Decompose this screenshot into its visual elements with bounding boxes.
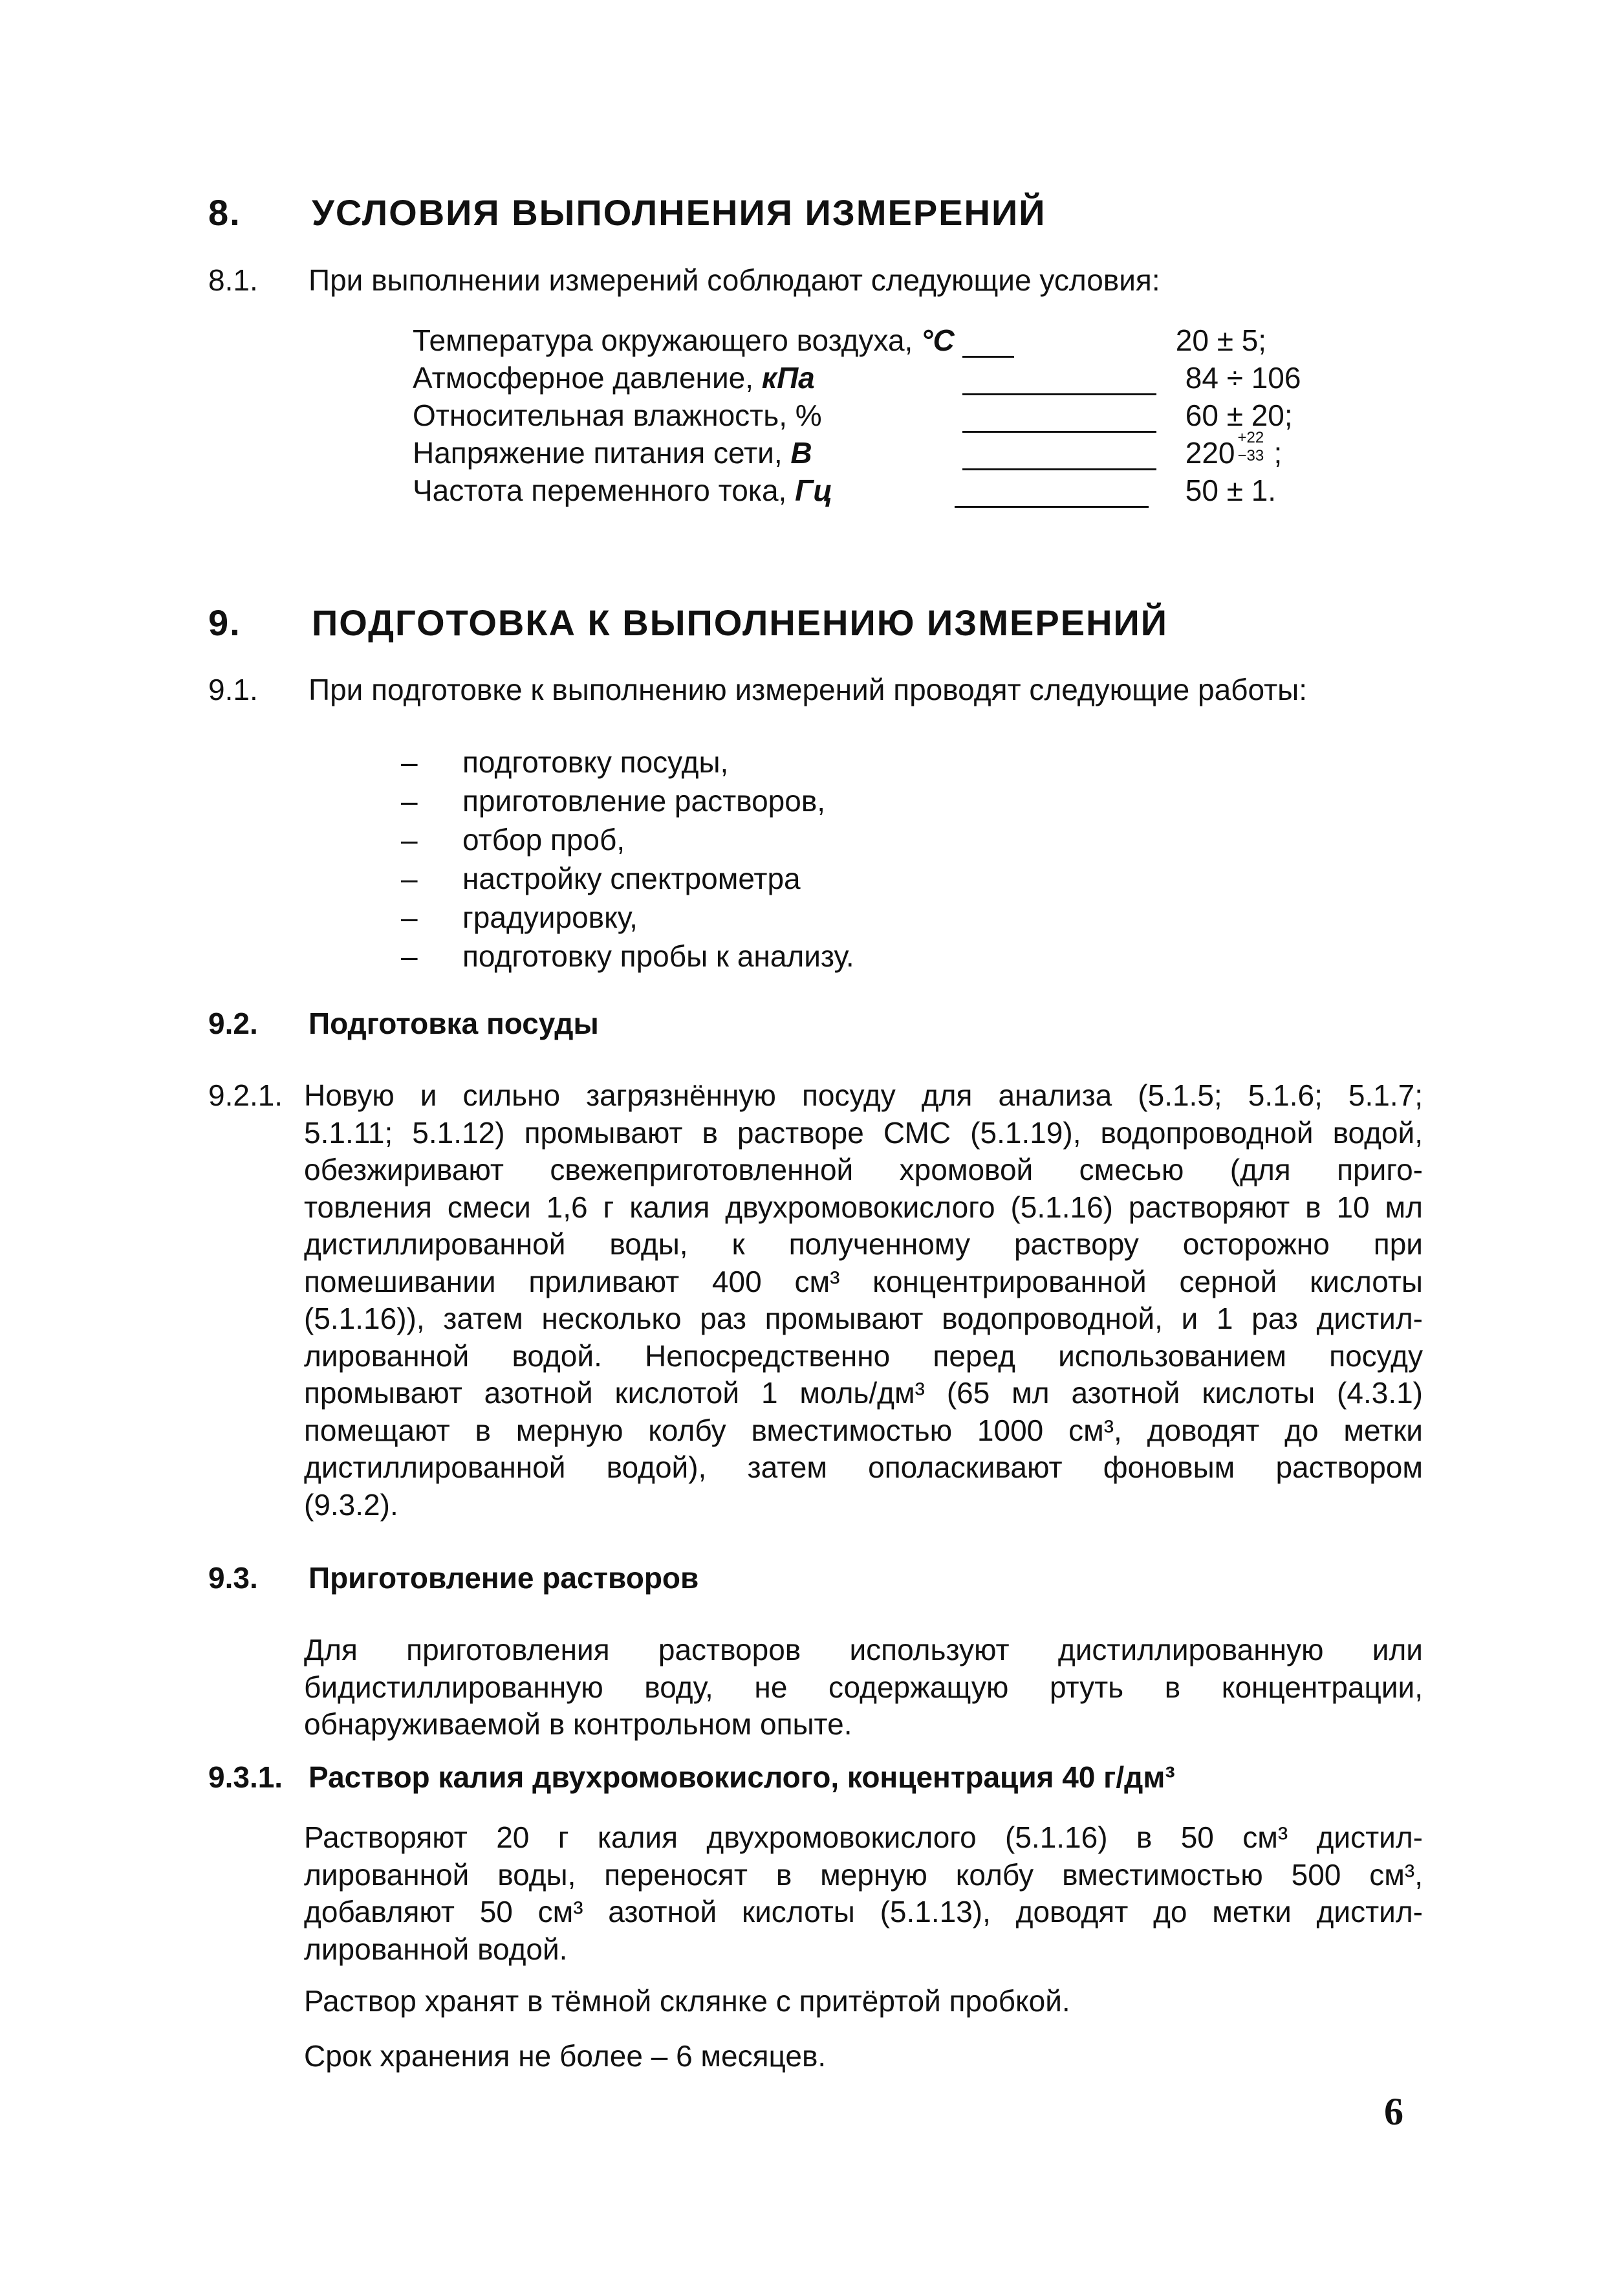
text-line: лированной водой. Непосредственно перед использованием посуду <box>304 1338 1423 1373</box>
condition-unit: % <box>795 399 822 432</box>
condition-unit: В <box>790 436 812 470</box>
subsection-number: 9.2. <box>208 1007 258 1040</box>
subsection-title: Приготовление растворов <box>309 1561 699 1595</box>
tolerance-upper: +22 <box>1237 428 1264 446</box>
list-dash: – <box>401 823 418 857</box>
text-line: товления смеси 1,6 г калия двухромовокислого (5.1.16) растворяют в 10 мл <box>304 1190 1423 1224</box>
conditions-table <box>413 320 1301 508</box>
list-item-text: настройку спектрометра <box>462 862 801 895</box>
text-line: бидистиллированную воду, не содержащую ртуть в концентрации, <box>304 1670 1423 1704</box>
paragraph-number: 8.1. <box>208 263 258 297</box>
section-number: 9. <box>208 602 241 643</box>
text-line: лированной водой. <box>304 1932 568 1966</box>
paragraph-text: При выполнении измерений соблюдают следующие условия: <box>309 263 1160 297</box>
work-list <box>401 743 854 976</box>
condition-value <box>1156 428 1301 470</box>
list-dash: – <box>401 939 418 973</box>
text-line: обнаруживаемой в контрольном опыте. <box>304 1707 852 1741</box>
condition-unit: °C <box>921 323 955 357</box>
condition-unit: Гц <box>795 474 833 507</box>
paragraph-9-3-text <box>304 1632 1423 1743</box>
text-line: дистиллированной воды, к полученному раствору осторожно при <box>304 1227 1423 1261</box>
voltage-tolerance <box>1235 428 1274 470</box>
condition-label: Частота переменного тока, <box>413 474 796 507</box>
section-title: УСЛОВИЯ ВЫПОЛНЕНИЯ ИЗМЕРЕНИЙ <box>312 192 1046 233</box>
text-line: Для приготовления растворов используют дистиллированную или <box>304 1633 1423 1666</box>
condition-label: Атмосферное давление, <box>413 361 762 395</box>
condition-value: 84 ÷ 106 <box>1185 361 1301 395</box>
text-line: помешивании приливают 400 см³ концентрированной серной кислоты <box>304 1264 1423 1298</box>
condition-value: 20 ± 5; <box>1175 323 1267 357</box>
subsection-number: 9.3.1. <box>208 1760 283 1794</box>
paragraph-9-3-1-text <box>304 1819 1423 1968</box>
paragraph-number: 9.1. <box>208 673 258 706</box>
condition-row <box>413 395 1301 433</box>
text-line: (5.1.16)), затем несколько раз промывают водопроводной, и 1 раз дистил- <box>304 1302 1423 1335</box>
list-item <box>401 937 854 976</box>
condition-value: 60 ± 20; <box>1185 399 1293 432</box>
condition-value: 50 ± 1. <box>1185 474 1277 507</box>
list-item-text: подготовку пробы к анализу. <box>462 939 854 973</box>
text-line: дистиллированной водой), затем ополаскивают фоновым раствором <box>304 1450 1423 1484</box>
section-number: 8. <box>208 192 241 233</box>
text-line: лированной воды, переносят в мерную колбу вместимостью 500 см³, <box>304 1857 1423 1892</box>
text-line: 5.1.11; 5.1.12) промывают в растворе СМС (5.1.19), водопроводной водой, <box>304 1115 1423 1150</box>
subsection-title: Подготовка посуды <box>309 1007 599 1040</box>
condition-row <box>413 358 1301 395</box>
tolerance-lower: −33 <box>1237 446 1264 464</box>
voltage-tail: ; <box>1273 436 1283 470</box>
text-line: помещают в мерную колбу вместимостью 1000 см³, доводят до метки <box>304 1413 1423 1447</box>
list-item <box>401 820 854 859</box>
storage-text: Раствор хранят в тёмной склянке с притёртой пробкой. <box>304 1984 1070 2018</box>
list-dash: – <box>401 862 418 895</box>
text-line: промывают азотной кислотой 1 моль/дм³ (65 мл азотной кислоты (4.3.1) <box>304 1376 1423 1410</box>
list-dash: – <box>401 784 418 818</box>
list-dash: – <box>401 745 418 779</box>
voltage-value: 220 <box>1185 436 1235 470</box>
subsection-title: Раствор калия двухромовокислого, концентрация 40 г/дм³ <box>309 1760 1175 1794</box>
text-line: (9.3.2). <box>304 1487 398 1522</box>
list-item-text: подготовку посуды, <box>462 745 729 779</box>
list-item <box>401 743 854 781</box>
condition-row <box>413 433 1301 470</box>
list-item <box>401 781 854 820</box>
list-item-text: отбор проб, <box>462 823 625 857</box>
condition-unit: кПа <box>761 361 815 395</box>
text-line: Растворяют 20 г калия двухромовокислого (5.1.16) в 50 см³ дистил- <box>304 1820 1423 1854</box>
condition-label: Температура окружающего воздуха, <box>413 323 922 357</box>
shelf-life-text: Срок хранения не более – 6 месяцев. <box>304 2039 827 2073</box>
list-dash: – <box>401 901 418 934</box>
text-line: Новую и сильно загрязнённую посуду для анализа (5.1.5; 5.1.6; 5.1.7; <box>304 1078 1423 1112</box>
subsection-number: 9.3. <box>208 1561 258 1595</box>
list-item <box>401 898 854 937</box>
fill-line <box>955 506 1149 508</box>
list-item-text: градуировку, <box>462 901 638 934</box>
list-item-text: приготовление растворов, <box>462 784 826 818</box>
condition-row <box>413 470 1301 508</box>
condition-label: Напряжение питания сети, <box>413 436 791 470</box>
condition-label: Относительная влажность, <box>413 399 796 432</box>
section-title: ПОДГОТОВКА К ВЫПОЛНЕНИЮ ИЗМЕРЕНИЙ <box>312 602 1169 643</box>
condition-row <box>413 320 1301 358</box>
page-number: 6 <box>1384 2090 1403 2133</box>
paragraph-number: 9.2.1. <box>208 1078 283 1112</box>
list-item <box>401 859 854 898</box>
paragraph-9-2-1-text <box>304 1077 1423 1524</box>
paragraph-text: При подготовке к выполнению измерений проводят следующие работы: <box>309 673 1308 706</box>
text-line: добавляют 50 см³ азотной кислоты (5.1.13), доводят до метки дистил- <box>304 1895 1423 1928</box>
text-line: обезжиривают свежеприготовленной хромовой смесью (для приго- <box>304 1153 1423 1186</box>
